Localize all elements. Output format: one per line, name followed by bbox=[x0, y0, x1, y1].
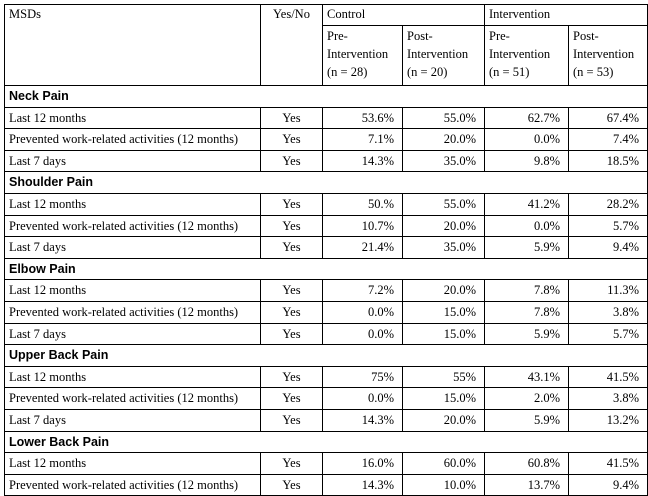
section-title: Neck Pain bbox=[5, 86, 648, 108]
row-yes-no: Yes bbox=[261, 474, 323, 496]
value-cell: 3.8% bbox=[569, 301, 648, 323]
row-label: Prevented work-related activities (12 months) bbox=[5, 129, 261, 151]
table-row bbox=[5, 388, 648, 410]
row-yes-no: Yes bbox=[261, 150, 323, 172]
table-row bbox=[5, 301, 648, 323]
row-label: Last 12 months bbox=[5, 193, 261, 215]
value-cell: 41.5% bbox=[569, 366, 648, 388]
row-yes-no: Yes bbox=[261, 388, 323, 410]
value-cell: 10.7% bbox=[323, 215, 403, 237]
value-cell: 20.0% bbox=[403, 280, 485, 302]
row-yes-no: Yes bbox=[261, 215, 323, 237]
table-row bbox=[5, 237, 648, 259]
value-cell: 7.2% bbox=[323, 280, 403, 302]
value-cell: 55.0% bbox=[403, 107, 485, 129]
row-label: Last 7 days bbox=[5, 237, 261, 259]
section-title: Shoulder Pain bbox=[5, 172, 648, 194]
row-yes-no: Yes bbox=[261, 237, 323, 259]
value-cell: 14.3% bbox=[323, 409, 403, 431]
value-cell: 7.8% bbox=[485, 280, 569, 302]
section-row bbox=[5, 431, 648, 453]
row-label: Last 12 months bbox=[5, 453, 261, 475]
value-cell: 15.0% bbox=[403, 323, 485, 345]
value-cell: 0.0% bbox=[323, 388, 403, 410]
value-cell: 20.0% bbox=[403, 215, 485, 237]
value-cell: 0.0% bbox=[485, 215, 569, 237]
section-title: Upper Back Pain bbox=[5, 345, 648, 367]
value-cell: 9.8% bbox=[485, 150, 569, 172]
value-cell: 21.4% bbox=[323, 237, 403, 259]
value-cell: 3.8% bbox=[569, 388, 648, 410]
value-cell: 5.9% bbox=[485, 323, 569, 345]
value-cell: 18.5% bbox=[569, 150, 648, 172]
table-row bbox=[5, 215, 648, 237]
row-yes-no: Yes bbox=[261, 301, 323, 323]
table-row bbox=[5, 150, 648, 172]
value-cell: 67.4% bbox=[569, 107, 648, 129]
row-label: Prevented work-related activities (12 months) bbox=[5, 474, 261, 496]
table-row bbox=[5, 409, 648, 431]
value-cell: 14.3% bbox=[323, 150, 403, 172]
value-cell: 55.0% bbox=[403, 193, 485, 215]
value-cell: 16.0% bbox=[323, 453, 403, 475]
row-label: Prevented work-related activities (12 months) bbox=[5, 215, 261, 237]
table-row bbox=[5, 280, 648, 302]
value-cell: 9.4% bbox=[569, 474, 648, 496]
value-cell: 5.7% bbox=[569, 215, 648, 237]
header-msds: MSDs bbox=[5, 5, 261, 86]
value-cell: 13.7% bbox=[485, 474, 569, 496]
table-row bbox=[5, 366, 648, 388]
value-cell: 28.2% bbox=[569, 193, 648, 215]
msds-table bbox=[4, 4, 648, 496]
row-label: Last 7 days bbox=[5, 150, 261, 172]
value-cell: 50.% bbox=[323, 193, 403, 215]
value-cell: 13.2% bbox=[569, 409, 648, 431]
value-cell: 2.0% bbox=[485, 388, 569, 410]
value-cell: 35.0% bbox=[403, 150, 485, 172]
row-label: Last 12 months bbox=[5, 366, 261, 388]
table-row bbox=[5, 107, 648, 129]
value-cell: 41.2% bbox=[485, 193, 569, 215]
value-cell: 7.4% bbox=[569, 129, 648, 151]
value-cell: 9.4% bbox=[569, 237, 648, 259]
row-label: Prevented work-related activities (12 months) bbox=[5, 301, 261, 323]
value-cell: 0.0% bbox=[485, 129, 569, 151]
value-cell: 5.9% bbox=[485, 237, 569, 259]
value-cell: 43.1% bbox=[485, 366, 569, 388]
value-cell: 62.7% bbox=[485, 107, 569, 129]
row-yes-no: Yes bbox=[261, 453, 323, 475]
table-row bbox=[5, 453, 648, 475]
header-control: Control bbox=[323, 5, 485, 26]
value-cell: 60.0% bbox=[403, 453, 485, 475]
section-row bbox=[5, 258, 648, 280]
value-cell: 15.0% bbox=[403, 388, 485, 410]
section-row bbox=[5, 86, 648, 108]
table-row bbox=[5, 323, 648, 345]
value-cell: 15.0% bbox=[403, 301, 485, 323]
table-row bbox=[5, 193, 648, 215]
value-cell: 14.3% bbox=[323, 474, 403, 496]
value-cell: 0.0% bbox=[323, 323, 403, 345]
row-label: Last 7 days bbox=[5, 323, 261, 345]
header-row bbox=[5, 5, 648, 26]
value-cell: 10.0% bbox=[403, 474, 485, 496]
value-cell: 5.9% bbox=[485, 409, 569, 431]
row-label: Last 7 days bbox=[5, 409, 261, 431]
row-yes-no: Yes bbox=[261, 280, 323, 302]
row-yes-no: Yes bbox=[261, 366, 323, 388]
table-row bbox=[5, 129, 648, 151]
value-cell: 55% bbox=[403, 366, 485, 388]
subheader-control-pre: Pre- Intervention (n = 28) bbox=[323, 26, 403, 86]
value-cell: 60.8% bbox=[485, 453, 569, 475]
header-yes-no: Yes/No bbox=[261, 5, 323, 86]
value-cell: 0.0% bbox=[323, 301, 403, 323]
value-cell: 7.1% bbox=[323, 129, 403, 151]
subheader-control-post: Post- Intervention (n = 20) bbox=[403, 26, 485, 86]
value-cell: 7.8% bbox=[485, 301, 569, 323]
row-yes-no: Yes bbox=[261, 129, 323, 151]
row-yes-no: Yes bbox=[261, 193, 323, 215]
section-title: Lower Back Pain bbox=[5, 431, 648, 453]
section-title: Elbow Pain bbox=[5, 258, 648, 280]
value-cell: 35.0% bbox=[403, 237, 485, 259]
value-cell: 53.6% bbox=[323, 107, 403, 129]
row-label: Prevented work-related activities (12 months) bbox=[5, 388, 261, 410]
row-label: Last 12 months bbox=[5, 107, 261, 129]
row-label: Last 12 months bbox=[5, 280, 261, 302]
header-intervention: Intervention bbox=[485, 5, 648, 26]
row-yes-no: Yes bbox=[261, 323, 323, 345]
section-row bbox=[5, 172, 648, 194]
value-cell: 5.7% bbox=[569, 323, 648, 345]
row-yes-no: Yes bbox=[261, 107, 323, 129]
section-row bbox=[5, 345, 648, 367]
value-cell: 41.5% bbox=[569, 453, 648, 475]
value-cell: 20.0% bbox=[403, 129, 485, 151]
row-yes-no: Yes bbox=[261, 409, 323, 431]
value-cell: 20.0% bbox=[403, 409, 485, 431]
subheader-intervention-post: Post- Intervention (n = 53) bbox=[569, 26, 648, 86]
value-cell: 11.3% bbox=[569, 280, 648, 302]
value-cell: 75% bbox=[323, 366, 403, 388]
subheader-intervention-pre: Pre- Intervention (n = 51) bbox=[485, 26, 569, 86]
